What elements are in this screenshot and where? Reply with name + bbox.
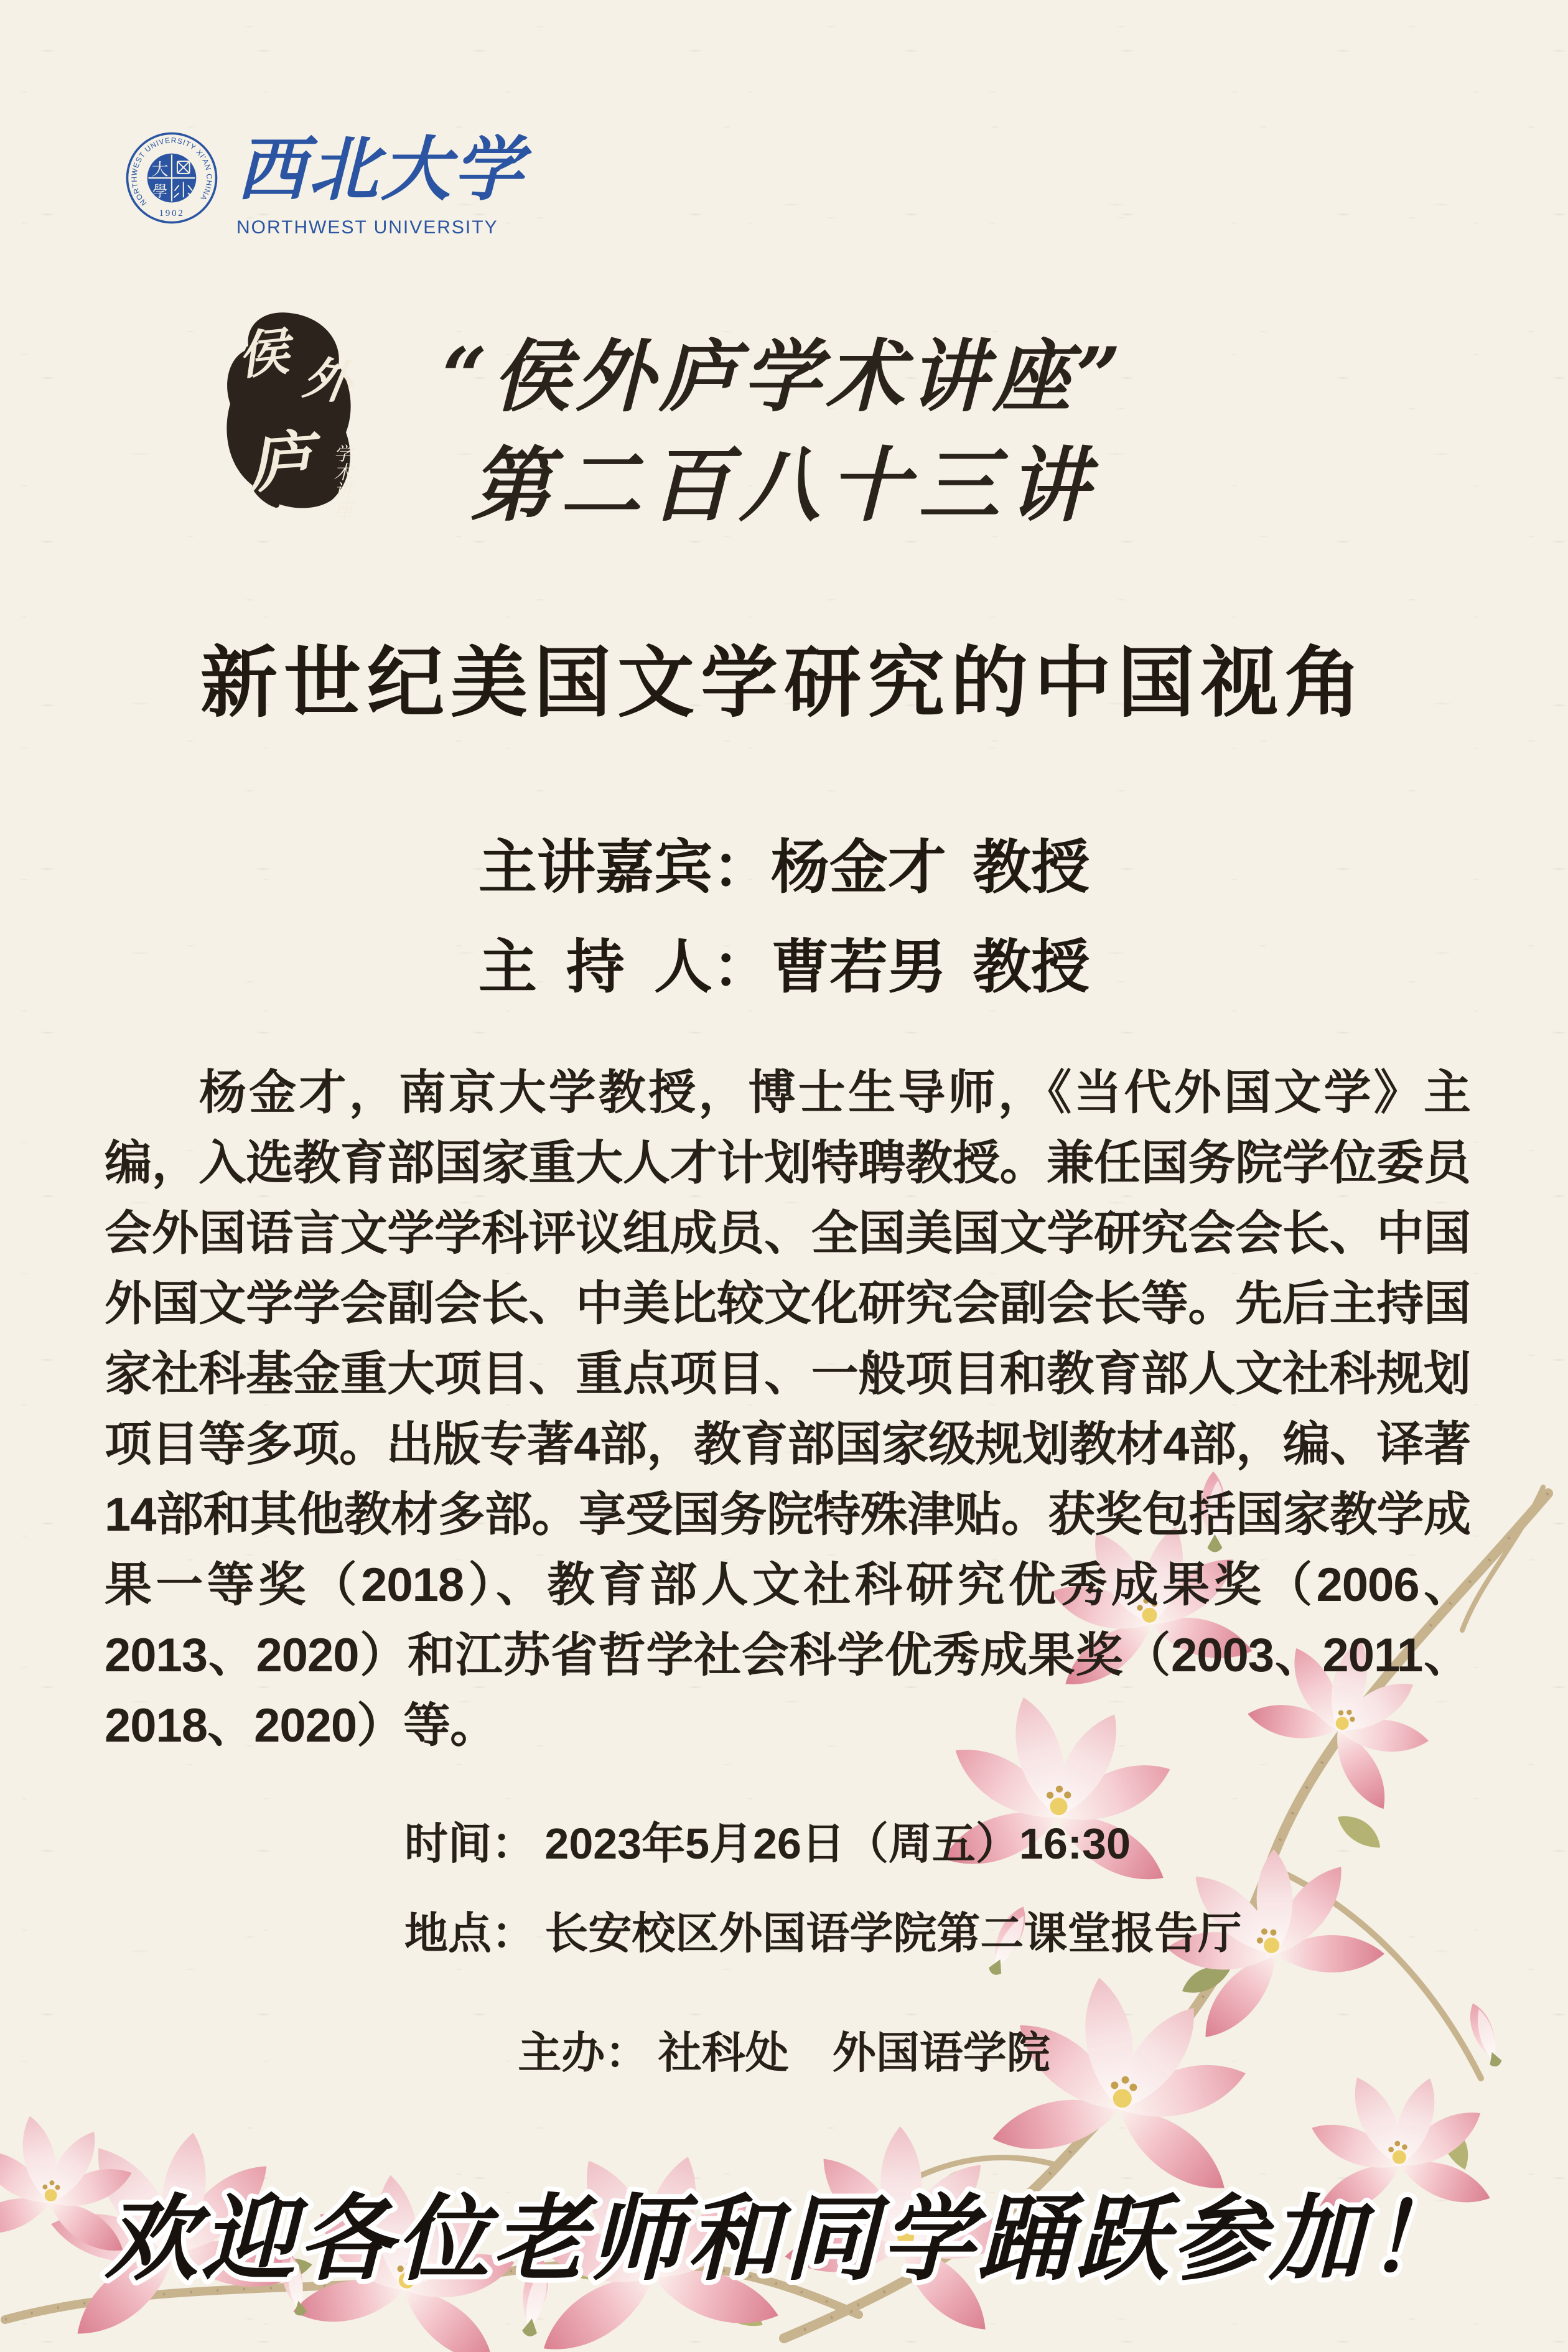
houseal-char-3: 庐 [245, 421, 315, 503]
time-line [404, 1819, 1241, 1868]
time-value: 2023年5月26日（周五）16:30 [544, 1819, 1131, 1868]
houseal-char-1: 侯 [235, 322, 292, 387]
houseal-char-2: 外 [299, 349, 355, 411]
organizer-colon: ： [605, 2028, 649, 2077]
place-label: 地点 [404, 1909, 492, 1958]
university-seal-icon [124, 131, 219, 225]
host-name: 曹若男 [770, 935, 946, 1000]
host-label: 主持人 [478, 935, 712, 1000]
speaker-label: 主讲嘉宾 [478, 836, 712, 900]
organizer-line [518, 2028, 1050, 2077]
series-title-line2: 第二百八十三讲 [470, 437, 1098, 533]
speaker-line [478, 820, 1090, 904]
organizer-value: 社科处 外国语学院 [658, 2028, 1050, 2077]
place-value: 长安校区外国语学院第二课堂报告厅 [544, 1909, 1242, 1958]
host-line [478, 920, 1090, 1004]
speaker-name: 杨金才 [770, 836, 946, 900]
speaker-colon: ： [712, 836, 771, 900]
seal-char-bottom: 學 [152, 183, 168, 200]
university-name-cn: 西北大学 [236, 129, 525, 210]
event-details [404, 1819, 1242, 1958]
speaker-degree: 教授 [973, 836, 1090, 900]
host-degree: 教授 [973, 935, 1090, 1000]
host-colon: ： [712, 935, 771, 1000]
welcome-banner [0, 2125, 1568, 2336]
houseal-small-text: 学术讲座 [330, 444, 352, 518]
university-logo [124, 131, 525, 238]
place-colon: ： [492, 1909, 535, 1958]
seal-ring-text: NORTHWEST UNIVERSITY XI'AN CHINA [129, 136, 214, 208]
university-name-en: NORTHWEST UNIVERSITY [236, 217, 498, 238]
place-line [404, 1909, 1242, 1958]
speaker-biography: 杨金才，南京大学教授，博士生导师，《当代外国文学》主编，入选教育部国家重大人才计划特聘教授。兼任国务院学位委员会外国语言文学学科评议组成员、全国美国文学研究会会长、中国外国文学学会副会长、中美比较文化研究会副会长等。先后主持国家社科基金重大项目、重点项目、一般项目和教育部人文社科规划项目等多项。出版专著4部，教育部国家级规划教材4部，编、译著14部和其他教材多部。享受国务院特殊津贴。获奖包括国家教学成果一等奖（2018）、教育部人文社科研究优秀成果奖（2006、2013、2020）和江苏省哲学社会科学优秀成果奖（2003、2011、2018、2020）等。 [105, 1066, 1470, 1752]
time-colon: ： [492, 1819, 535, 1868]
seal-char-top: 大 [151, 160, 169, 179]
houwailu-seal-icon [217, 309, 363, 526]
time-label: 时间 [404, 1819, 492, 1868]
welcome-text: 欢迎各位老师和同学踊跃参加！ [104, 2184, 1464, 2294]
series-title-line1: “侯外庐学术讲座” [442, 330, 1126, 422]
lecture-title: 新世纪美国文学研究的中国视角 [200, 641, 1368, 726]
organizer-label: 主办 [518, 2028, 605, 2077]
seal-year: 1902 [159, 207, 185, 218]
